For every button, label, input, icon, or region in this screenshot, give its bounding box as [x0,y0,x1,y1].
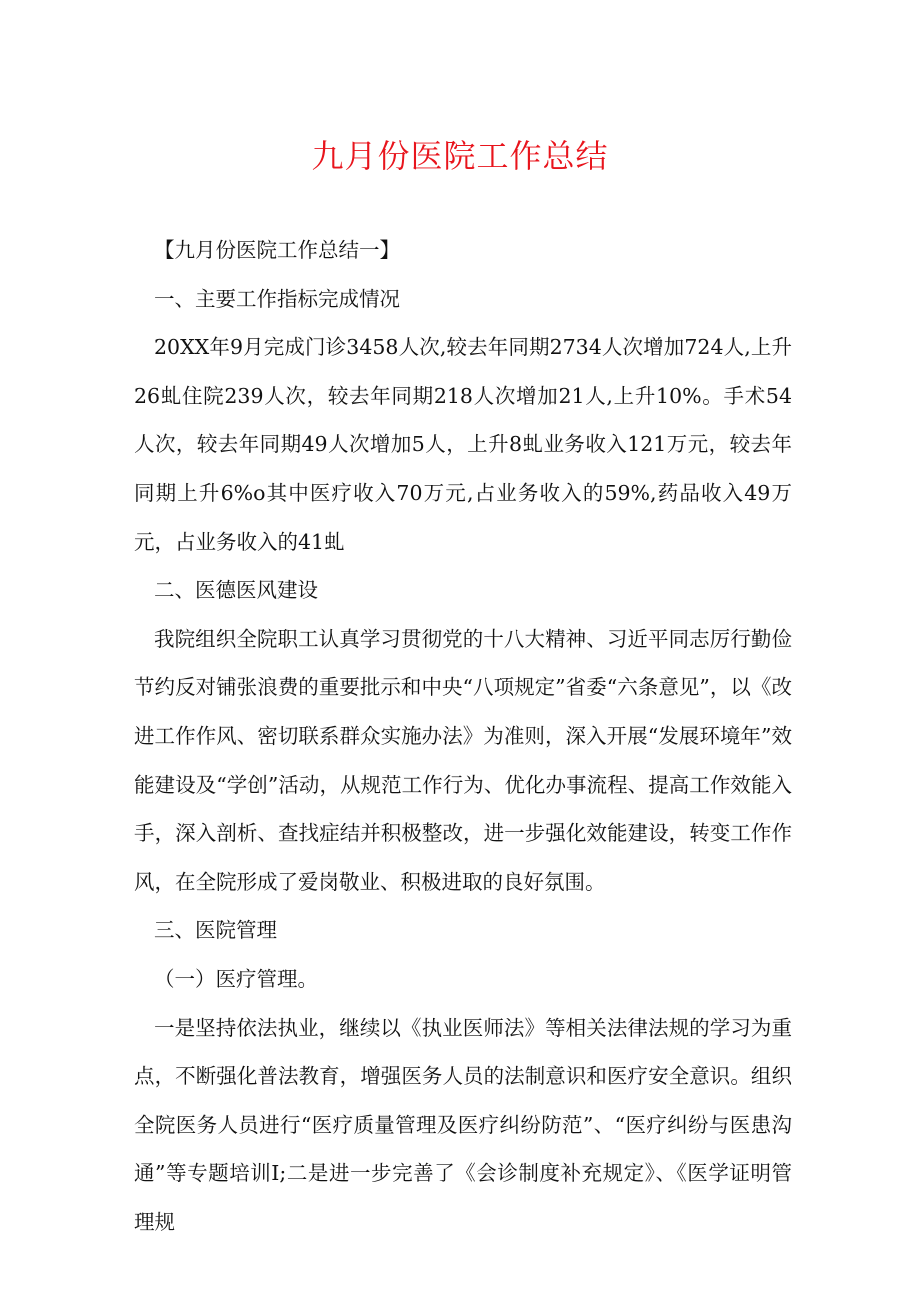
section-heading-hospital-management: 三、医院管理 [154,918,277,943]
section-heading-main-indicators: 一、主要工作指标完成情况 [154,286,400,311]
subsection-heading-medical-management: （一）医疗管理。 [154,966,318,991]
document-body [134,226,792,1246]
section-heading-medical-ethics: 二、医德医风建设 [154,578,318,603]
paragraph-medical-ethics: 我院组织全院职工认真学习贯彻党的十八大精神、习近平同志厉行勤俭节约反对铺张浪费的重要批示和中央“八项规定”省委“六条意见”，以《改进工作作风、密切联系群众实施办法》为准则，深入开展“发展环境年”效能建设及“学创”活动，从规范工作行为、优化办事流程、提高工作效能入手，深入剖析、查找症结并积极整改，进一步强化效能建设，转变工作作风，在全院形成了爱岗敬业、积极进取的良好氛围。 [134,626,792,894]
paragraph-indicators: 20XX年9月完成门诊3458人次,较去年同期2734人次增加724人,上升26虬住院239人次，较去年同期218人次增加21人,上升10%。手术54人次，较去年同期49人次增加5人，上升8虬业务收入121万元，较去年同期上升6%o其中医疗收入70万元,占业务收入的59%,药品收入49万元，占业务收入的41虬 [134,335,792,554]
document-title: 九月份医院工作总结 [311,137,609,175]
paragraph-medical-management: 一是坚持依法执业，继续以《执业医师法》等相关法律法规的学习为重点，不断强化普法教育，增强医务人员的法制意识和医疗安全意识。组织全院医务人员进行“医疗质量管理及医疗纠纷防范”、“医疗纠纷与医患沟通”等专题培训I;二是进一步完善了《会诊制度补充规定》、《医学证明管理规 [134,1015,792,1234]
section-heading-summary-one: 【九月份医院工作总结一】 [154,238,400,262]
